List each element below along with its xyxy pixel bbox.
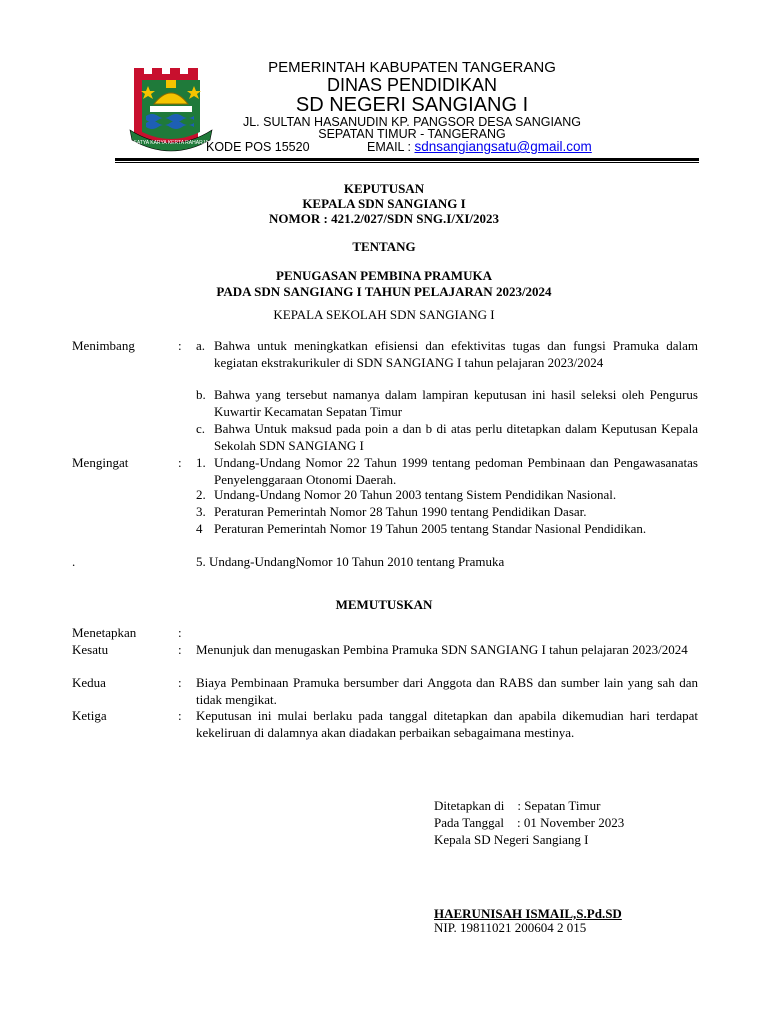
letterhead-postal-code: KODE POS 15520 bbox=[206, 140, 310, 154]
mengingat-item-2: Undang-Undang Nomor 20 Tahun 2003 tentang Sistem Pendidikan Nasional. bbox=[214, 487, 617, 502]
ketiga-text: Keputusan ini mulai berlaku pada tanggal ditetapkan dan apabila dikemudian hari terdapat kekeliruan di dalamnya akan diadakan perbaikan sebagaimana mestinya. bbox=[196, 708, 698, 740]
email-label: EMAIL : bbox=[367, 140, 415, 154]
mengingat-marker-3: 3. bbox=[196, 504, 206, 519]
svg-text:SATYA KARYA KERTA RAHARJA: SATYA KARYA KERTA RAHARJA bbox=[133, 140, 209, 146]
letterhead-rule-thin bbox=[115, 162, 699, 163]
kedua-colon: : bbox=[178, 675, 182, 690]
doc-number: NOMOR : 421.2/027/SDN SNG.I/XI/2023 bbox=[268, 211, 500, 226]
subject-line-1: PENUGASAN PEMBINA PRAMUKA bbox=[276, 268, 492, 283]
letterhead-government: PEMERINTAH KABUPATEN TANGERANG bbox=[268, 59, 556, 76]
mengingat-colon: : bbox=[178, 455, 182, 470]
ketiga-label: Ketiga bbox=[72, 708, 107, 723]
mengingat-item-4: Peraturan Pemerintah Nomor 19 Tahun 2005 tentang Standar Nasional Pendidikan. bbox=[214, 521, 647, 536]
menimbang-item-c: Bahwa Untuk maksud pada poin a dan b di atas perlu ditetapkan dalam Keputusan Kepala Sekolah SDN SANGIANG I bbox=[214, 421, 698, 453]
mengingat-marker-1: 1. bbox=[196, 455, 206, 470]
kesatu-label: Kesatu bbox=[72, 642, 109, 657]
menimbang-marker-c: c. bbox=[196, 421, 206, 436]
menetapkan-colon: : bbox=[178, 625, 182, 640]
memutuskan-heading: MEMUTUSKAN bbox=[335, 597, 433, 612]
authority-line: KEPALA SEKOLAH SDN SANGIANG I bbox=[273, 307, 495, 322]
mengingat-stray-dot: . bbox=[72, 554, 76, 569]
signatory-nip: NIP. 19811021 200604 2 015 bbox=[434, 920, 587, 935]
menimbang-marker-a: a. bbox=[196, 338, 206, 353]
menimbang-item-b: Bahwa yang tersebut namanya dalam lampiran keputusan ini hasil seleksi oleh Pengurus Kuwartir Kecamatan Sepatan Timur bbox=[214, 387, 698, 419]
letterhead-rule-thick bbox=[115, 158, 699, 161]
mengingat-item-1: Undang-Undang Nomor 22 Tahun 1999 tentang pedoman Pembinaan dan Pengawasanatas Penyelenggaraan Otonomi Daerah. bbox=[214, 455, 698, 487]
menimbang-item-a: Bahwa untuk meningkatkan efisiensi dan efektivitas tugas dan fungsi Pramuka dalam kegiatan ekstrakurikuler di SDN SANGIANG I tahun pelajaran 2023/2024 bbox=[214, 338, 698, 370]
letterhead-address-city: SEPATAN TIMUR - TANGERANG bbox=[318, 127, 506, 141]
tangerang-regency-crest-icon bbox=[128, 64, 214, 154]
signatory-name: HAERUNISAH ISMAIL,S.Pd.SD bbox=[434, 906, 622, 921]
subject-line-2: PADA SDN SANGIANG I TAHUN PELAJARAN 2023/2024 bbox=[216, 284, 552, 299]
kedua-label: Kedua bbox=[72, 675, 106, 690]
signature-position: Kepala SD Negeri Sangiang I bbox=[434, 832, 589, 847]
signature-date: Pada Tanggal : 01 November 2023 bbox=[434, 815, 625, 830]
menimbang-colon: : bbox=[178, 338, 182, 353]
kedua-text: Biaya Pembinaan Pramuka bersumber dari Anggota dan RABS dan sumber lain yang sah dan tidak mengikat. bbox=[196, 675, 698, 707]
mengingat-item-3: Peraturan Pemerintah Nomor 28 Tahun 1990 tentang Pendidikan Dasar. bbox=[214, 504, 587, 519]
kesatu-text: Menunjuk dan menugaskan Pembina Pramuka SDN SANGIANG I tahun pelajaran 2023/2024 bbox=[196, 642, 688, 657]
kesatu-colon: : bbox=[178, 642, 182, 657]
doc-type-title: KEPUTUSAN bbox=[343, 181, 425, 196]
signature-place: Ditetapkan di : Sepatan Timur bbox=[434, 798, 601, 813]
mengingat-label: Mengingat bbox=[72, 455, 129, 470]
doc-issuer-title: KEPALA SDN SANGIANG I bbox=[302, 196, 466, 211]
letterhead-school-name: SD NEGERI SANGIANG I bbox=[295, 94, 529, 116]
letterhead-address-street: JL. SULTAN HASANUDIN KP. PANGSOR DESA SANGIANG bbox=[242, 115, 582, 129]
menimbang-label: Menimbang bbox=[72, 338, 135, 353]
email-link[interactable]: sdnsangiangsatu@gmail.com bbox=[414, 139, 592, 154]
mengingat-item-5: 5. Undang-UndangNomor 10 Tahun 2010 tentang Pramuka bbox=[196, 554, 505, 569]
letterhead-department: DINAS PENDIDIKAN bbox=[326, 75, 498, 95]
tentang-heading: TENTANG bbox=[352, 239, 416, 254]
letterhead-email-line bbox=[367, 139, 592, 154]
mengingat-marker-4: 4 bbox=[196, 521, 203, 536]
mengingat-marker-2: 2. bbox=[196, 487, 206, 502]
menimbang-marker-b: b. bbox=[196, 387, 206, 402]
ketiga-colon: : bbox=[178, 708, 182, 723]
menetapkan-label: Menetapkan bbox=[72, 625, 137, 640]
